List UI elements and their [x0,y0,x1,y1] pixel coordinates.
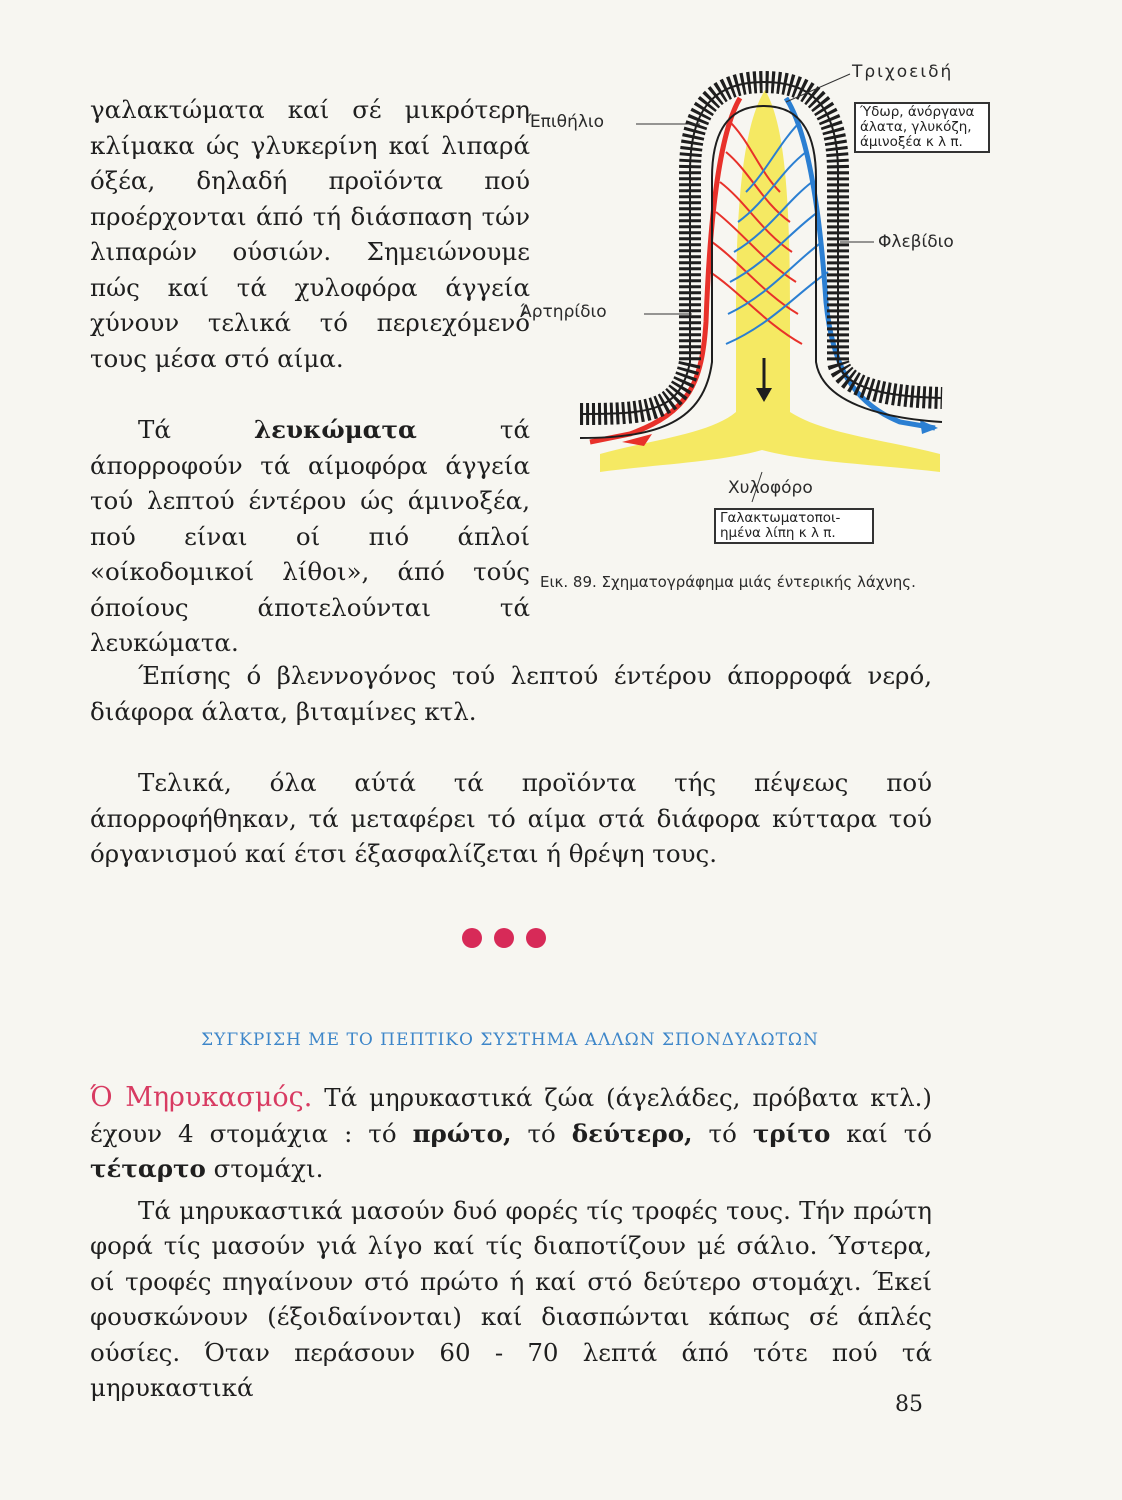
divider-dot [494,928,514,948]
section-divider-dots [462,928,546,948]
figure-caption: Εικ. 89. Σχηματογράφημα μιάς έντερικής λάχνης. [540,573,916,591]
paragraph-mucosa: Έπίσης ό βλεννογόνος τού λεπτού έντέρου άπορροφά νερό, διάφορα άλατα, βιταμίνες κτλ. [90,661,932,726]
arteriole-vessel [590,98,740,442]
divider-dot [462,928,482,948]
paragraph-rumination: Ό Μηρυκασμός. Τά μηρυκαστικά ζώα (άγελάδες, πρόβατα κτλ.) έχουν 4 στομάχια : τό πρώτο, τό δεύτερο, τό τρίτο καί τό τέταρτο στομάχι. [90,1082,933,1183]
paragraph-lipids: γαλακτώματα καί σέ μικρότερη κλίμακα ώς γλυκερίνη καί λιπαρά όξέα, δηλαδή προϊόντα πού προέρχονται άπό τή διάσπαση τών λιπαρών ούσιών. Σημειώνουμε πώς καί τά χυλοφόρα άγγεία χύνουν τελικά τό περιεχόμενό τους μέσα στό αίμα. [90,95,530,373]
paragraph-proteins: Τά λευκώματα τά άπορροφούν τά αίμοφόρα άγγεία τού λεπτού έντέρου ώς άμινοξέα, πού είναι οί πιό άπλοί «οίκοδομικοί λίθοι», άπό τούς όποίους άποτελούνται τά λευκώματα. [90,415,530,657]
paragraph-nutrition: Τελικά, όλα αύτά τά προϊόντα τής πέψεως πού άπορροφήθηκαν, τά μεταφέρει τό αίμα στά διάφορα κύτταρα τού όργανισμού καί έτσι έξασφαλίζεται ή θρέψη τους. [90,768,932,868]
column-text [90,92,530,661]
divider-dot [526,928,546,948]
section-title: ΣΥΓΚΡΙΣΗ ΜΕ ΤΟ ΠΕΠΤΙΚΟ ΣΥΣΤΗΜΑ ΑΛΛΩΝ ΣΠΟΝΔΥΛΩΤΩΝ [201,1030,819,1050]
paragraph-chewing: Τά μηρυκαστικά μασούν δυό φορές τίς τροφές τους. Τήν πρώτη φορά τίς μασούν γιά λίγο καί τίς διαποτίζουν μέ σάλιο. Ύστερα, οί τροφές πηγαίνουν στό πρώτο ή καί στό δεύτερο στομάχι. Έκεί φουσκώνουν (έξοιδαίνονται) καί διασπώνται κάπως σέ άπλές ούσίες. Όταν περάσουν 60 - 70 λεπτά άπό τότε πού τά μηρυκαστικά [90,1195,932,1402]
label-capillaries: Τριχοειδή [852,62,954,82]
box-absorbed-substances: Ύδωρ, άνόργανα άλατα, γλυκόζη, άμινοξέα κ λ π. [854,102,990,153]
term-proteins: λευκώματα [253,415,417,444]
label-epithelium: Έπιθήλιο [528,112,605,132]
label-venule: Φλεβίδιο [878,232,954,252]
box-emulsified-fats: Γαλακτωματοποι- ημένα λίπη κ λ π. [714,508,874,544]
term-rumination: Ό Μηρυκασμός. [90,1082,313,1113]
label-arteriole: Άρτηρίδιο [520,302,607,322]
villus-figure [520,62,980,632]
label-lacteal: Χυλοφόρο [728,478,813,498]
page-number: 85 [895,1392,923,1417]
rumination-section [90,1080,932,1406]
body-text [90,658,932,872]
